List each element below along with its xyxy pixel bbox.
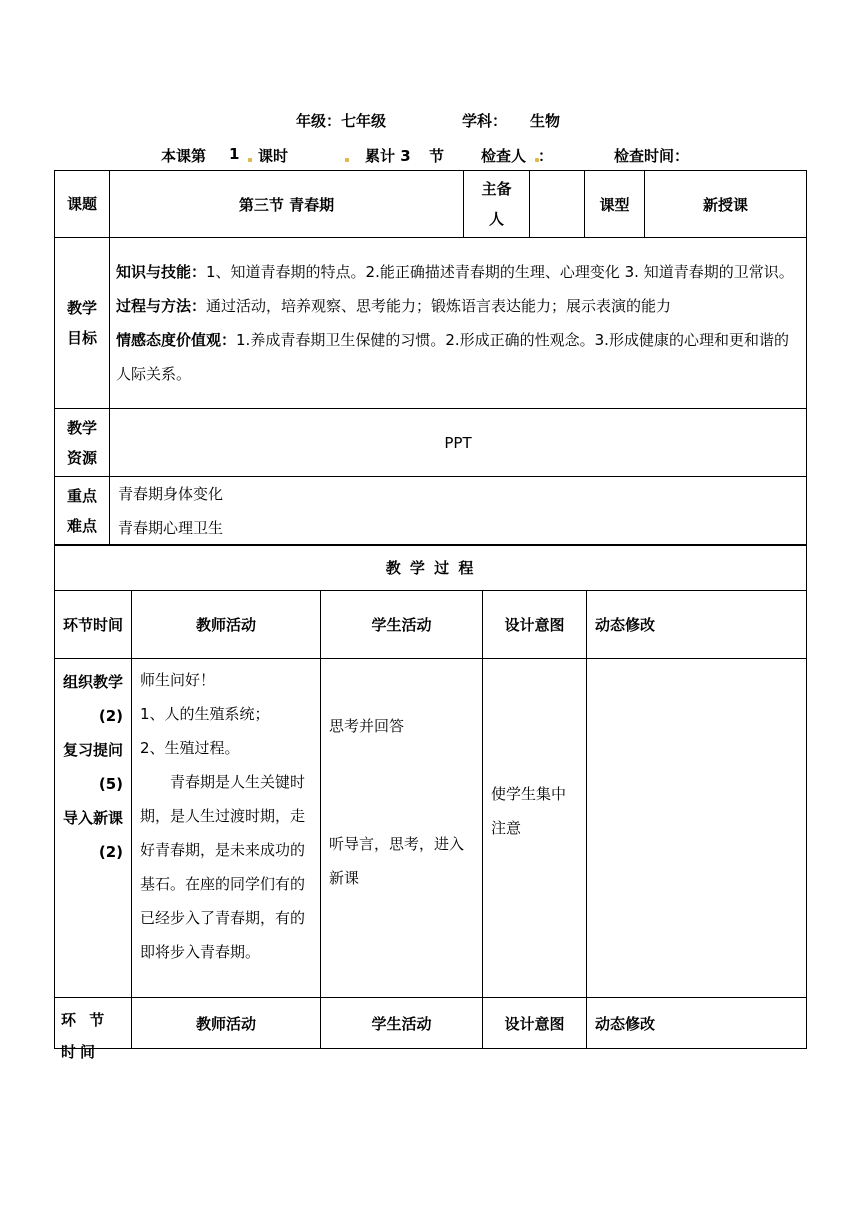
lesson-info-table (54, 170, 807, 546)
knowledge-text: 1、知道青春期的特点。2.能正确描述青春期的生理、心理变化 3. 知道青春期的卫常识。 (206, 263, 794, 281)
stage-time: (5) (98, 775, 123, 793)
stage-time: (2) (98, 707, 123, 725)
header-stage: 环节时间 (63, 615, 124, 634)
student-line: 听导言，思考，进入新课 (329, 835, 465, 887)
footer-stage-cell (55, 998, 132, 1061)
process-label: 过程与方法： (116, 297, 207, 315)
header-modify: 动态修改 (587, 591, 807, 659)
resources-value: PPT (110, 409, 807, 477)
topic-label: 课题 (66, 195, 97, 213)
header-student: 学生活动 (321, 591, 483, 659)
modify-cell (587, 659, 807, 998)
keypoints-content (110, 477, 807, 546)
teaching-process-table (54, 544, 807, 1061)
stage-name: 复习提问 (63, 741, 124, 759)
check-time-label: 检查时间： (614, 147, 690, 165)
intent-cell (483, 659, 587, 998)
footer-modify: 动态修改 (587, 998, 807, 1049)
lesson-prefix: 本课第 (161, 147, 207, 165)
topic-label-cell (55, 171, 110, 238)
teacher-activity-cell (132, 659, 321, 998)
grade-label: 年级：七年级 (296, 112, 387, 130)
type-label: 课型 (585, 171, 645, 238)
emotion-text: 1.养成青春期卫生保健的习惯。2.形成正确的性观念。3.形成健康的心理和更和谐的人际关系。 (116, 331, 789, 383)
footer-teacher: 教师活动 (132, 998, 321, 1049)
checker-label: 检查人 (481, 147, 527, 165)
subject-label: 学科： (462, 112, 508, 130)
header-intent: 设计意图 (483, 591, 587, 659)
knowledge-label: 知识与技能： (116, 263, 207, 281)
key-point: 青春期身体变化 (118, 485, 224, 503)
resources-label: 教学资源 (66, 418, 97, 467)
teacher-line: 1、人的生殖系统； (140, 705, 270, 723)
goals-content (110, 238, 807, 409)
stages-cell (55, 659, 132, 998)
stage-name: 导入新课 (63, 809, 124, 827)
teacher-line: 师生问好！ (140, 671, 216, 689)
preparer-label: 主备人 (481, 180, 512, 228)
goals-label-cell (55, 238, 110, 409)
teacher-line: 2、生殖过程。 (140, 739, 240, 757)
preparer-label-cell (464, 171, 530, 238)
teacher-paragraph: 青春期是人生关键时期，是人生过渡时期，走好青春期，是未来成功的基石。在座的同学们有的已经步入了青春期，有的即将步入青春期。 (140, 773, 306, 961)
resources-label-cell (55, 409, 110, 477)
intent-text: 使学生集中注意 (491, 785, 567, 837)
total-unit: 节 (429, 147, 445, 165)
process-text: 通过活动，培养观察、思考能力；锻炼语言表达能力；展示表演的能力 (206, 297, 672, 315)
student-activity-cell (321, 659, 483, 998)
type-value: 新授课 (645, 171, 807, 238)
stage-time: (2) (98, 843, 123, 861)
total-label: 累计 3 (365, 147, 411, 165)
stage-name: 组织教学 (63, 673, 124, 691)
checker-colon: ： (538, 147, 554, 165)
student-line: 思考并回答 (329, 717, 405, 735)
footer-student: 学生活动 (321, 998, 483, 1049)
mark-dot (248, 158, 252, 162)
header-teacher: 教师活动 (132, 591, 321, 659)
topic-value: 第三节 青春期 (110, 171, 464, 238)
keypoints-label: 重点难点 (66, 487, 97, 535)
header-stage-cell (55, 591, 132, 659)
mark-dot (345, 158, 349, 162)
subject-value: 生物 (530, 112, 561, 130)
goals-label: 教学目标 (66, 299, 97, 347)
keypoints-label-cell (55, 477, 110, 546)
process-title: 教 学 过 程 (55, 545, 807, 591)
footer-stage: 环 节 时间 (61, 1011, 109, 1061)
lesson-number: 1 (229, 145, 240, 163)
footer-intent: 设计意图 (483, 998, 587, 1049)
emotion-label: 情感态度价值观： (116, 331, 237, 349)
difficulty-point: 青春期心理卫生 (118, 519, 224, 537)
lesson-suffix: 课时 (258, 147, 289, 165)
preparer-value (530, 171, 585, 238)
